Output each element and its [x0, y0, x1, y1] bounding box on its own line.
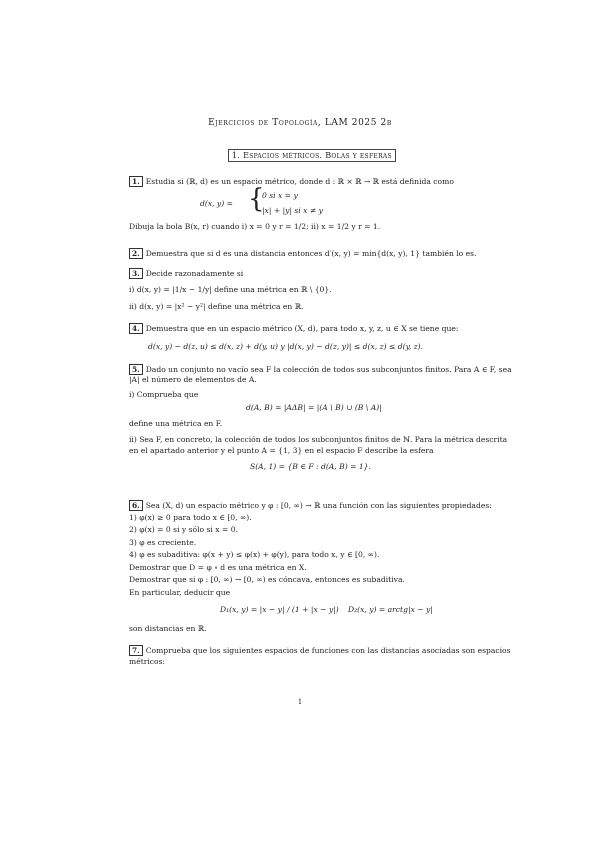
exercise-text: Decide razonadamente si [145, 269, 244, 278]
equation-case-1: 0 si x = y [262, 191, 298, 200]
exercise-text: Demostrar que D = φ ∘ d es una métrica en X. [129, 563, 307, 572]
exercise-text: |A| el número de elementos de A. [129, 375, 257, 384]
exercise-7 [129, 645, 511, 656]
exercise-6 [129, 500, 492, 511]
exercise-text: son distancias en ℝ. [129, 624, 207, 633]
property-item: 1) φ(x) ≥ 0 para todo x ∈ [0, ∞). [129, 513, 252, 522]
page-title: Ejercicios de Topología, LAM 2025 2b [208, 118, 392, 128]
property-item: 3) φ es creciente. [129, 538, 197, 547]
exercise-2 [129, 248, 476, 259]
exercise-text: Estudia si (ℝ, d) es un espacio métrico, donde d : ℝ × ℝ → ℝ está definida como [145, 177, 454, 186]
brace-symbol: { [248, 184, 265, 214]
equation: d(A, B) = |AΔB| = |(A \ B) ∪ (B \ A)| [246, 403, 382, 412]
exercise-text: Dado un conjunto no vacío sea F la colección de todos sus subconjuntos finitos. Para A ∈ F, sea [145, 365, 512, 374]
exercise-item: ii) d(x, y) = |x² − y²| define una métrica en ℝ. [129, 302, 304, 311]
exercise-5 [129, 364, 512, 375]
property-item: 4) φ es subaditiva: φ(x + y) ≤ φ(x) + φ(y), para todo x, y ∈ [0, ∞). [129, 550, 380, 559]
page-number: 1 [297, 698, 303, 706]
exercise-number: 7. [129, 645, 143, 656]
exercise-4 [129, 323, 458, 334]
exercise-number: 4. [129, 323, 143, 334]
exercise-text: define una métrica en F. [129, 419, 223, 428]
exercise-3 [129, 268, 243, 279]
exercise-text: en el apartado anterior y el punto A = {1, 3} en el espacio F describe la esfera [129, 446, 434, 455]
exercise-item: ii) Sea F, en concreto, la colección de todos los subconjuntos finitos de ℕ. Para la métrica descrita [129, 435, 508, 444]
exercise-number: 1. [129, 176, 143, 187]
equation: S(A, 1) = {B ∈ F : d(A, B) = 1}. [250, 462, 371, 471]
exercise-text: Sea (X, d) un espacio métrico y φ : [0, ∞) → ℝ una función con las siguientes propiedades: [145, 501, 492, 510]
exercise-text: Demuestra que en un espacio métrico (X, d), para todo x, y, z, u ∈ X se tiene que: [145, 324, 459, 333]
exercise-number: 3. [129, 268, 143, 279]
section-heading: 1. Espacios métricos. Bolas y esferas [228, 149, 396, 162]
exercise-text: Comprueba que los siguientes espacios de funciones con las distancias asociadas son espacios [145, 646, 511, 655]
equation-lhs: d(x, y) = [200, 199, 233, 208]
exercise-number: 5. [129, 364, 143, 375]
exercise-item: i) Comprueba que [129, 390, 199, 399]
exercise-number: 2. [129, 248, 143, 259]
equation: D₁(x, y) = |x − y| / (1 + |x − y|) [220, 605, 339, 614]
equation: D₂(x, y) = arctg|x − y| [348, 605, 433, 614]
exercise-text: Demostrar que si φ : [0, ∞) → [0, ∞) es cóncava, entonces es subaditiva. [129, 575, 405, 584]
exercise-text: En particular, deducir que [129, 588, 231, 597]
property-item: 2) φ(x) = 0 si y sólo si x = 0. [129, 525, 238, 534]
exercise-item: i) d(x, y) = |1/x − 1/y| define una métrica en ℝ \ {0}. [129, 285, 332, 294]
exercise-text: Demuestra que si d es una distancia entonces d′(x, y) = min{d(x, y), 1} también lo es. [145, 249, 477, 258]
exercise-text: Dibuja la bola B(x, r) cuando i) x = 0 y r = 1/2; ii) x = 1/2 y r = 1. [129, 222, 381, 231]
equation-case-2: |x| + |y| si x ≠ y [262, 206, 323, 215]
exercise-1 [129, 176, 454, 187]
equation: d(x, y) − d(z, u) ≤ d(x, z) + d(y, u) y |d(x, y) − d(z, y)| ≤ d(x, z) ≤ d(y, z). [148, 342, 424, 351]
exercise-number: 6. [129, 500, 143, 511]
exercise-text: métricos: [129, 657, 166, 666]
